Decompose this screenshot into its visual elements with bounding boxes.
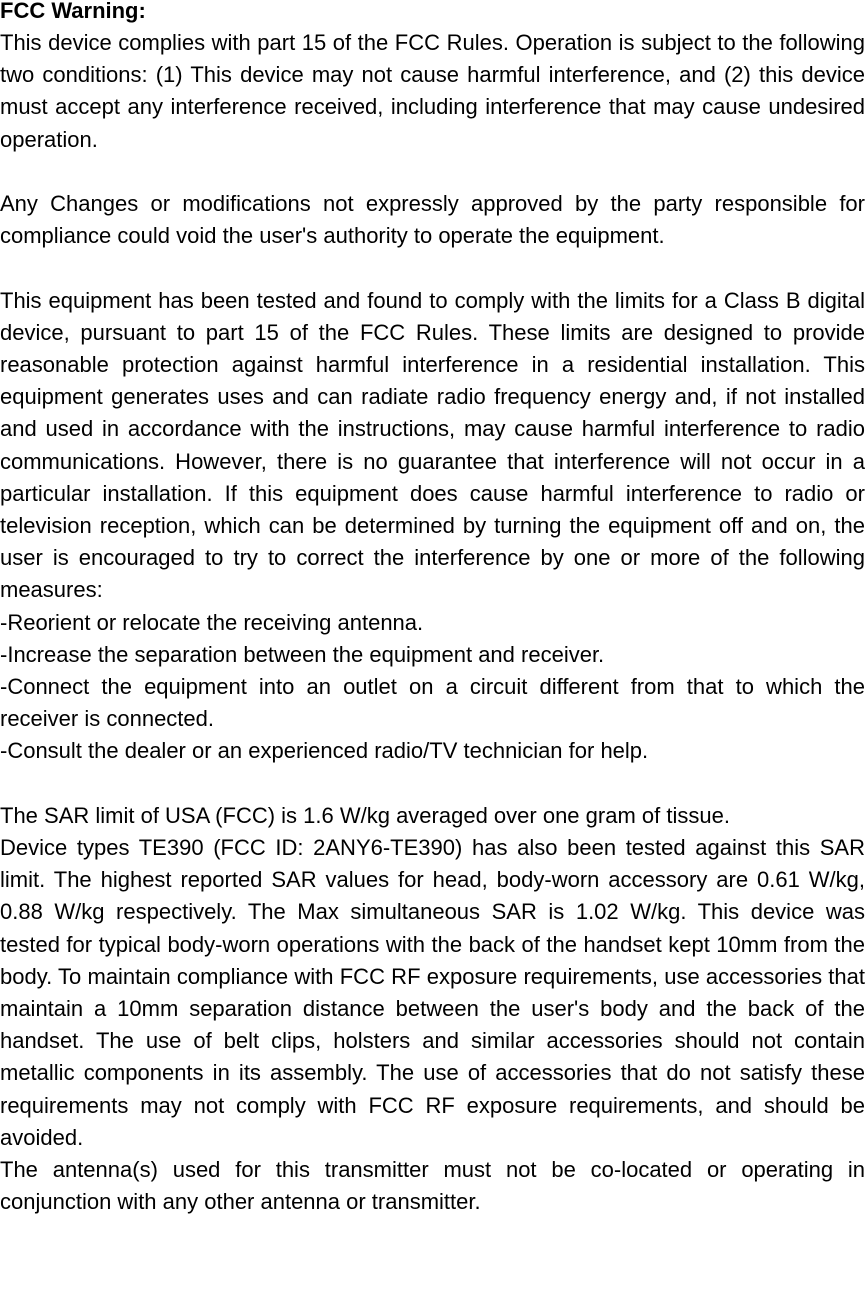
sar-limit-line: The SAR limit of USA (FCC) is 1.6 W/kg averaged over one gram of tissue. xyxy=(0,802,730,828)
modifications-paragraph: Any Changes or modifications not expressly approved by the party responsible for compliance could void the user's authority to operate the equipment. xyxy=(0,191,865,249)
compliance-paragraph: This device complies with part 15 of the FCC Rules. Operation is subject to the following two conditions: (1) This device may not cause harmful interference, and (2) this device must accept any interference received, including interference that may cause undesired operation. xyxy=(0,30,865,152)
paragraph-spacer xyxy=(0,252,865,284)
paragraph-spacer xyxy=(0,156,865,188)
measure-item: -Reorient or relocate the receiving antenna. xyxy=(0,609,424,635)
measure-item: -Increase the separation between the equipment and receiver. xyxy=(0,641,605,667)
paragraph-spacer xyxy=(0,768,865,800)
antenna-colocation-paragraph: The antenna(s) used for this transmitter must not be co-located or operating in conjunction with any other antenna or transmitter. xyxy=(0,1157,865,1215)
measure-item: -Consult the dealer or an experienced radio/TV technician for help. xyxy=(0,738,649,764)
document-title: FCC Warning: xyxy=(0,0,146,23)
sar-values-paragraph: Device types TE390 (FCC ID: 2ANY6-TE390) has also been tested against this SAR limit. The highest reported SAR values for head, body-worn accessory are 0.61 W/kg, 0.88 W/kg respectively. The Max simultaneous SAR is 1.02 W/kg. This device was tested for typical body-worn operations with the back of the handset kept 10mm from the body. To maintain compliance with FCC RF exposure requirements, use accessories that maintain a 10mm separation distance between the user's body and the back of the handset. The use of belt clips, holsters and similar accessories should not contain metallic components in its assembly. The use of accessories that do not satisfy these requirements may not comply with FCC RF exposure requirements, and should be avoided. xyxy=(0,835,865,1150)
class-b-paragraph: This equipment has been tested and found to comply with the limits for a Class B digital device, pursuant to part 15 of the FCC Rules. These limits are designed to provide reasonable protection against harmful interference in a residential installation. This equipment generates uses and can radiate radio frequency energy and, if not installed and used in accordance with the instructions, may cause harmful interference to radio communications. However, there is no guarantee that interference will not occur in a particular installation. If this equipment does cause harmful interference to radio or television reception, which can be determined by turning the equipment off and on, the user is encouraged to try to correct the interference by one or more of the following measures: xyxy=(0,287,865,603)
measure-item: -Connect the equipment into an outlet on a circuit different from that to which the receiver is connected. xyxy=(0,674,865,732)
